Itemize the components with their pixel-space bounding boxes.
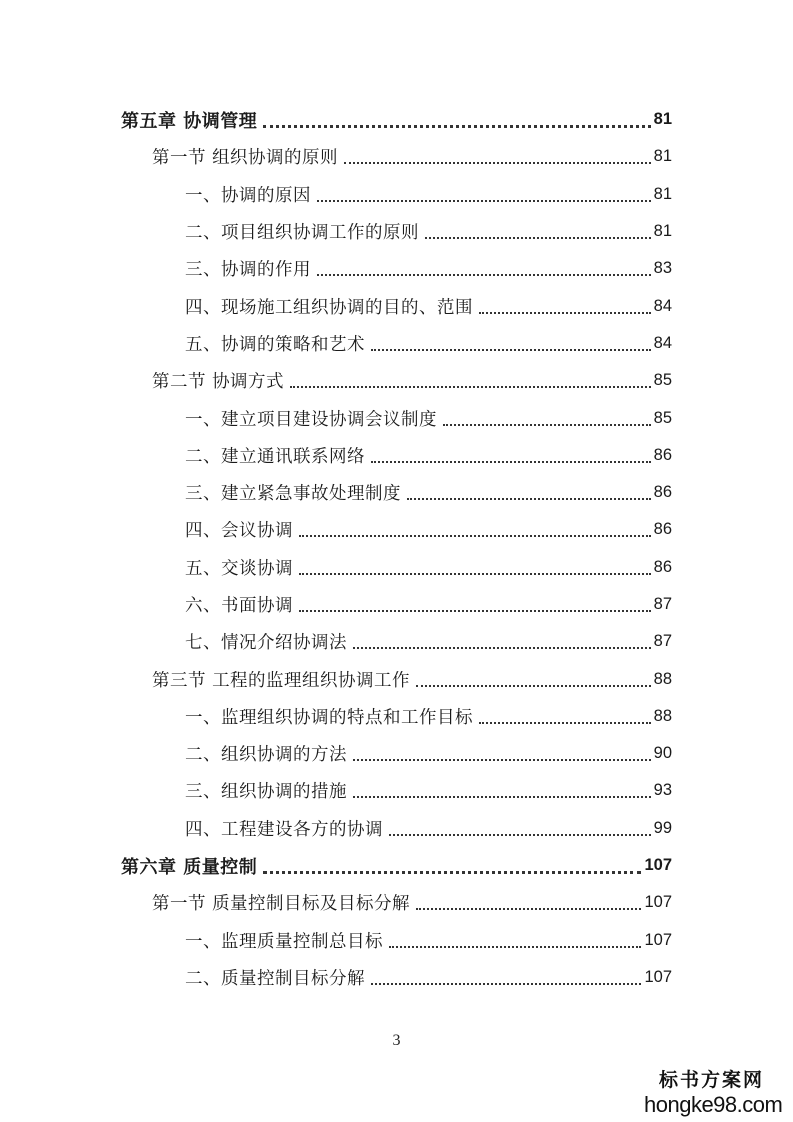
toc-subsection[interactable]: [0, 250, 793, 287]
toc-leader-dots: [389, 833, 651, 836]
toc-entry-page: 85: [653, 371, 672, 390]
toc-entry-title: 三、建立紧急事故处理制度: [185, 484, 401, 505]
toc-entry-page: 107: [644, 893, 672, 912]
toc-entry-page: 81: [653, 110, 672, 129]
toc-subsection[interactable]: [0, 287, 793, 324]
toc-entry-title: 六、书面协调: [185, 596, 293, 616]
toc-entry-page: 81: [653, 147, 672, 166]
toc-entry-page: 86: [653, 520, 672, 539]
toc-entry-title: 一、监理质量控制总目标: [185, 931, 383, 952]
toc-entry-page: 81: [653, 184, 672, 203]
toc-entry-page: 90: [653, 744, 672, 763]
toc-entry-title: 三、组织协调的措施: [185, 782, 347, 803]
toc-entry-page: 84: [653, 333, 672, 352]
toc-entry-page: 88: [653, 669, 672, 688]
table-of-contents: [0, 101, 793, 996]
toc-entry-title: 四、现场施工组织协调的目的、范围: [185, 297, 473, 318]
toc-leader-dots: [416, 907, 641, 910]
toc-leader-dots: [389, 945, 641, 948]
toc-entry-page: 107: [644, 856, 672, 875]
toc-leader-dots: [317, 273, 651, 276]
toc-subsection[interactable]: [0, 474, 793, 511]
page-number: 3: [392, 1032, 401, 1049]
toc-leader-dots: [425, 236, 651, 239]
toc-leader-dots: [479, 311, 651, 314]
toc-entry-title: 二、项目组织协调工作的原则: [185, 223, 419, 244]
toc-entry-title: 三、协调的作用: [185, 260, 311, 281]
toc-section[interactable]: [0, 138, 793, 175]
toc-subsection[interactable]: [0, 437, 793, 474]
toc-leader-dots: [299, 534, 651, 537]
toc-subsection[interactable]: [0, 511, 793, 548]
toc-entry-title: 一、协调的原因: [185, 185, 311, 206]
toc-leader-dots: [299, 609, 651, 612]
toc-entry-title: 第一节 组织协调的原则: [152, 148, 339, 169]
toc-entry-title: 二、建立通讯联系网络: [185, 446, 365, 467]
toc-leader-dots: [407, 497, 651, 500]
toc-subsection[interactable]: [0, 735, 793, 772]
toc-section[interactable]: [0, 362, 793, 399]
toc-entry-title: 一、监理组织协调的特点和工作目标: [185, 707, 473, 728]
toc-subsection[interactable]: [0, 623, 793, 660]
toc-entry-title: 四、工程建设各方的协调: [185, 819, 383, 840]
toc-leader-dots: [317, 199, 651, 202]
toc-entry-page: 84: [653, 296, 672, 315]
toc-section[interactable]: [0, 660, 793, 697]
toc-leader-dots: [353, 646, 651, 649]
toc-entry-page: 86: [653, 445, 672, 464]
toc-leader-dots: [263, 124, 650, 128]
toc-entry-title: 七、情况介绍协调法: [185, 633, 347, 654]
toc-entry-title: 二、组织协调的方法: [185, 745, 347, 766]
toc-entry-title: 一、建立项目建设协调会议制度: [185, 409, 437, 430]
toc-subsection[interactable]: [0, 213, 793, 250]
toc-entry-page: 81: [653, 222, 672, 241]
toc-entry-title: 第三节 工程的监理组织协调工作: [152, 670, 411, 691]
toc-subsection[interactable]: [0, 698, 793, 735]
toc-entry-page: 107: [644, 967, 672, 986]
toc-entry-title: 第六章 质量控制: [121, 856, 258, 878]
toc-entry-page: 87: [653, 595, 672, 613]
toc-chapter[interactable]: [0, 101, 793, 138]
toc-subsection[interactable]: [0, 959, 793, 996]
toc-subsection[interactable]: [0, 810, 793, 847]
toc-leader-dots: [344, 161, 651, 164]
toc-leader-dots: [353, 795, 651, 798]
toc-leader-dots: [443, 423, 651, 426]
toc-leader-dots: [299, 572, 651, 575]
toc-entry-title: 第五章 协调管理: [121, 110, 258, 132]
watermark-logo: [644, 1068, 783, 1118]
toc-entry-page: 93: [653, 781, 672, 800]
toc-entry-title: 二、质量控制目标分解: [185, 968, 365, 989]
toc-leader-dots: [371, 460, 651, 463]
toc-leader-dots: [371, 982, 641, 985]
toc-entry-title: 第一节 质量控制目标及目标分解: [152, 894, 411, 915]
toc-leader-dots: [479, 721, 651, 724]
toc-leader-dots: [353, 758, 651, 761]
toc-subsection[interactable]: [0, 549, 793, 586]
toc-entry-page: 88: [653, 706, 672, 725]
toc-entry-page: 107: [644, 930, 672, 949]
toc-entry-title: 五、交谈协调: [185, 558, 293, 579]
toc-section[interactable]: [0, 884, 793, 921]
toc-entry-page: 86: [653, 557, 672, 576]
toc-entry-title: 四、会议协调: [185, 521, 293, 542]
toc-leader-dots: [263, 870, 641, 874]
toc-entry-title: 第二节 协调方式: [152, 372, 285, 393]
toc-subsection[interactable]: [0, 176, 793, 213]
toc-subsection[interactable]: [0, 325, 793, 362]
toc-chapter[interactable]: [0, 847, 793, 884]
toc-entry-page: 86: [653, 483, 672, 502]
toc-entry-page: 85: [653, 408, 672, 427]
toc-leader-dots: [416, 684, 651, 687]
toc-entry-page: 99: [653, 818, 672, 837]
toc-subsection[interactable]: [0, 772, 793, 809]
toc-entry-page: 83: [653, 259, 672, 278]
watermark-name: 标书方案网: [658, 1069, 764, 1091]
toc-subsection[interactable]: [0, 922, 793, 959]
toc-subsection[interactable]: [0, 399, 793, 436]
toc-entry-page: 87: [653, 632, 672, 651]
toc-leader-dots: [371, 348, 651, 351]
toc-entry-title: 五、协调的策略和艺术: [185, 334, 365, 355]
toc-subsection[interactable]: [0, 586, 793, 623]
toc-leader-dots: [290, 385, 651, 388]
watermark-url: hongke98.com: [644, 1092, 783, 1117]
